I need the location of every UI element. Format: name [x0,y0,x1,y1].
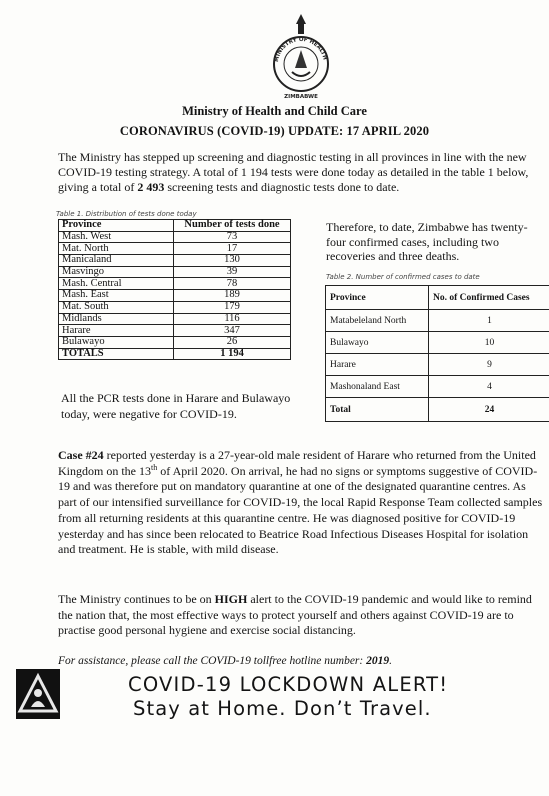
ministry-crest [262,10,340,102]
province-cell: Masvingo [59,266,174,278]
tests-header: Number of tests done [174,220,291,232]
count-cell: 73 [174,231,291,243]
province-cell: Mashonaland East [326,376,429,398]
province-cell: Harare [59,325,174,337]
table-row [326,310,549,332]
count-cell: 78 [174,278,291,290]
count-cell: 10 [429,332,549,354]
province-header: Province [59,220,174,232]
table-row [59,266,291,278]
table1-caption: Table 1. Distribution of tests done today [56,210,197,218]
table-row [59,290,291,302]
province-cell: Midlands [59,313,174,325]
table-total-row [326,398,549,422]
province-cell: Mash. East [59,290,174,302]
pcr-note: All the PCR tests done in Harare and Bulawayo today, were negative for COVID-19. [61,391,291,421]
table-header-row [59,220,291,232]
province-cell: Mat. South [59,301,174,313]
cases-header: No. of Confirmed Cases [429,286,549,310]
hotline-line [58,655,548,667]
total-value: 1 194 [174,348,291,360]
table2-caption: Table 2. Number of confirmed cases to date [326,273,480,281]
table-row [59,243,291,255]
case-label: Case #24 [58,448,104,462]
table-row [59,278,291,290]
intro-paragraph [58,150,538,195]
count-cell: 130 [174,255,291,267]
province-cell: Bulawayo [59,336,174,348]
case-text-b: of April 2020. On arrival, he had no signs or symptoms suggestive of COVID-19 and was therefore put on mandatory quarantine at one of the designated quarantine centres. As part of our intensified surveillance for COVID-19, the local Rapid Response Team collected samples from all returning residents at this quarantine centre. He was diagnosed positive for COVID-19 yesterday and has since been relocated to Beatrice Road Infectious Diseases Hospital for isolation and treatment. He is stable, with mild disease. [58,463,543,557]
intro-text: The Ministry has stepped up screening and diagnostic testing in all provinces in line with the new COVID-19 testing strategy. A total of 1 194 tests were done today as detailed in the table 1 below, giving a total of [58,150,529,194]
province-cell: Mat. North [59,243,174,255]
table-row [59,325,291,337]
province-cell: Matabeleland North [326,310,429,332]
tests-table [58,219,291,360]
count-cell: 179 [174,301,291,313]
hotline-number: 2019 [366,655,390,667]
table-row [326,354,549,376]
intro-total: 2 493 [137,180,165,194]
province-cell: Mash. Central [59,278,174,290]
table-row [59,313,291,325]
total-value: 24 [429,398,549,422]
province-cell: Bulawayo [326,332,429,354]
svg-text:MINISTRY OF HEALTH AND CHILD C [262,10,328,62]
count-cell: 1 [429,310,549,332]
count-cell: 39 [174,266,291,278]
count-cell: 17 [174,243,291,255]
table-row [59,231,291,243]
count-cell: 189 [174,290,291,302]
case-sup: th [151,462,158,472]
crest-country: ZIMBABWE [284,94,318,100]
count-cell: 116 [174,313,291,325]
alert-pre: The Ministry continues to be on [58,592,215,606]
total-label: TOTALS [59,348,174,360]
count-cell: 347 [174,325,291,337]
stay-home-message: Stay at Home. Don’t Travel. [133,697,432,720]
crest-ring-text: MINISTRY OF HEALTH [273,36,328,63]
table-header-row [326,286,549,310]
province-header: Province [326,286,429,310]
hazard-warning-icon [16,669,60,719]
update-title: CORONAVIRUS (COVID-19) UPDATE: 17 APRIL 2020 [119,124,430,138]
count-cell: 26 [174,336,291,348]
alert-post: alert to the COVID-19 pandemic and would like to remind the nation that, the most effective ways to protect yourself and others against COVID-19 are to practise good personal hygiene and exercise social distancing. [58,592,532,638]
count-cell: 4 [429,376,549,398]
case-24-paragraph [58,448,544,558]
count-cell: 9 [429,354,549,376]
hotline-text: For assistance, please call the COVID-19 tollfree hotline number: [58,655,367,667]
total-label: Total [326,398,429,422]
table-row [59,336,291,348]
case-text-a: reported yesterday is a 27-year-old male resident of Harare who returned from the United Kingdom on the 13 [58,448,536,478]
table-row [59,301,291,313]
table-row [326,376,549,398]
province-cell: Mash. West [59,231,174,243]
alert-paragraph [58,592,544,639]
table-row [326,332,549,354]
ministry-name: Ministry of Health and Child Care [182,104,367,118]
cases-summary: Therefore, to date, Zimbabwe has twenty-four confirmed cases, including two recoveries and three deaths. [326,220,528,263]
province-cell: Manicaland [59,255,174,267]
province-cell: Harare [326,354,429,376]
cases-table [325,285,549,422]
table-row [59,255,291,267]
lockdown-alert-title: COVID-19 LOCKDOWN ALERT! [128,673,449,696]
intro-tail: screening tests and diagnostic tests done to date. [164,180,400,194]
alert-high: HIGH [214,592,248,606]
hotline-end: . [389,655,392,667]
table-total-row [59,348,291,360]
